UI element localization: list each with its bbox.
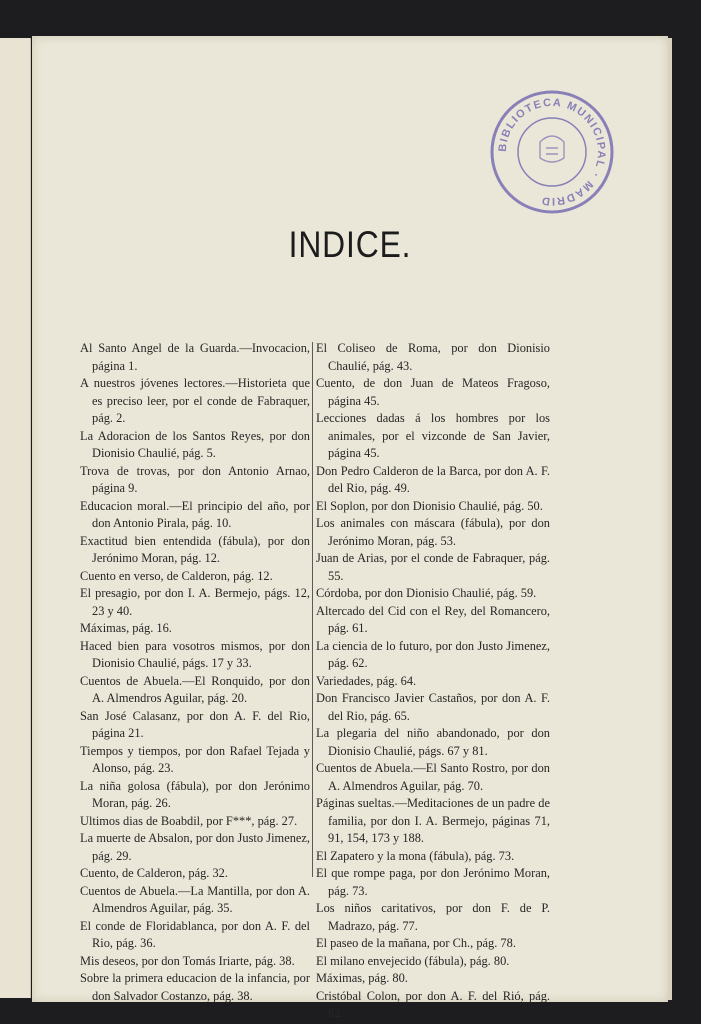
index-entry: El que rompe paga, por don Jerónimo Moran, pág. 73. xyxy=(316,866,550,898)
index-entry: La Adoracion de los Santos Reyes, por don Dionisio Chaulié, pág. 5. xyxy=(80,428,310,460)
index-entry: Don Pedro Calderon de la Barca, por don A. F. del Rio, pág. 49. xyxy=(316,463,550,495)
library-stamp-icon xyxy=(488,88,616,216)
column-divider xyxy=(312,342,313,877)
index-entry: Juan de Arias, por el conde de Fabraquer, pág. 55. xyxy=(316,551,550,583)
index-entry: Sobre la primera educacion de la infancia, por don Salvador Costanzo, pág. 38. xyxy=(80,971,310,1003)
index-entry: Haced bien para vosotros mismos, por don Dionisio Chaulié, págs. 17 y 33. xyxy=(80,638,310,670)
index-entry: La ciencia de lo futuro, por don Justo Jimenez, pág. 62. xyxy=(316,638,550,670)
book-page xyxy=(32,36,668,1020)
index-entry: Lecciones dadas á los hombres por los animales, por el vizconde de San Javier, página 45. xyxy=(316,411,550,460)
index-entry: Cuentos de Abuela.—La Mantilla, por don A. Almendros Aguilar, pág. 35. xyxy=(80,883,310,915)
index-entry: La niña golosa (fábula), por don Jerónimo Moran, pág. 26. xyxy=(80,778,310,810)
index-entry: Don Francisco Javier Castaños, por don A. F. del Rio, pág. 65. xyxy=(316,691,550,723)
index-entry: El milano envejecido (fábula), pág. 80. xyxy=(316,953,510,968)
index-entry: Exactitud bien entendida (fábula), por don Jerónimo Moran, pág. 12. xyxy=(80,533,310,565)
index-column-left xyxy=(80,340,310,1005)
index-entry: La muerte de Absalon, por don Justo Jimenez, pág. 29. xyxy=(80,831,310,863)
index-entry: San José Calasanz, por don A. F. del Rio, página 21. xyxy=(80,708,310,740)
index-entry: Los animales con máscara (fábula), por don Jerónimo Moran, pág. 53. xyxy=(316,516,550,548)
index-entry: El presagio, por don I. A. Bermejo, págs. 12, 23 y 40. xyxy=(80,586,310,618)
index-entry: Altercado del Cid con el Rey, del Romancero, pág. 61. xyxy=(316,603,550,635)
index-entry: Tiempos y tiempos, por don Rafael Tejada y Alonso, pág. 23. xyxy=(80,743,310,775)
index-entry: Trova de trovas, por don Antonio Arnao, página 9. xyxy=(80,463,310,495)
index-entry: Ultimos dias de Boabdil, por F***, pág. 27. xyxy=(80,813,298,828)
index-column-right xyxy=(316,340,550,1023)
index-entry: El paseo de la mañana, por Ch., pág. 78. xyxy=(316,936,516,950)
index-entry: El Soplon, por don Dionisio Chaulié, pág. 50. xyxy=(316,498,543,513)
index-entry: Cuento en verso, de Calderon, pág. 12. xyxy=(80,568,273,583)
index-entry: Mis deseos, por don Tomás Iriarte, pág. 38. xyxy=(80,953,295,968)
index-entry: Educacion moral.—El principio del año, por don Antonio Pirala, pág. 10. xyxy=(80,498,310,530)
index-entry: Cuentos de Abuela.—El Ronquido, por don A. Almendros Aguilar, pág. 20. xyxy=(80,673,310,705)
index-entry: Cuento, de Calderon, pág. 32. xyxy=(80,866,228,880)
index-entry: Variedades, pág. 64. xyxy=(316,673,417,688)
index-entry: El Zapatero y la mona (fábula), pág. 73. xyxy=(316,848,515,863)
index-entry: Máximas, pág. 16. xyxy=(80,621,172,635)
page-title: INDICE. xyxy=(288,224,412,265)
index-entry: A nuestros jóvenes lectores.—Historieta que es preciso leer, por el conde de Fabraquer, pág. 2. xyxy=(80,376,310,425)
index-entry: La plegaria del niño abandonado, por don Dionisio Chaulié, págs. 67 y 81. xyxy=(316,726,550,758)
index-entry: Páginas sueltas.—Meditaciones de un padre de familia, por don I. A. Bermejo, páginas 71, 91, 154, 173 y 188. xyxy=(316,796,550,845)
index-entry: El conde de Floridablanca, por don A. F. del Rio, pág. 36. xyxy=(80,918,310,950)
page-fore-edge xyxy=(668,38,672,1000)
stamp-text: BIBLIOTECA MUNICIPAL · MADRID xyxy=(496,96,608,208)
index-entry: Al Santo Angel de la Guarda.—Invocacion, página 1. xyxy=(80,341,310,373)
facing-page-edge xyxy=(0,38,31,998)
svg-text:BIBLIOTECA MUNICIPAL · MADRID xyxy=(497,97,607,207)
index-entry: Los niños caritativos, por don F. de P. Madrazo, pág. 77. xyxy=(316,901,550,933)
index-entry: Cristóbal Colon, por don A. F. del Rió, pág. 82. xyxy=(316,988,550,1020)
index-entry: Córdoba, por don Dionisio Chaulié, pág. 59. xyxy=(316,586,537,600)
index-entry: El Coliseo de Roma, por don Dionisio Chaulié, pág. 43. xyxy=(316,341,550,373)
index-entry: Máximas, pág. 80. xyxy=(316,971,408,985)
index-entry: Cuento, de don Juan de Mateos Fragoso, página 45. xyxy=(316,376,550,408)
index-entry: Cuentos de Abuela.—El Santo Rostro, por don A. Almendros Aguilar, pág. 70. xyxy=(316,761,550,793)
